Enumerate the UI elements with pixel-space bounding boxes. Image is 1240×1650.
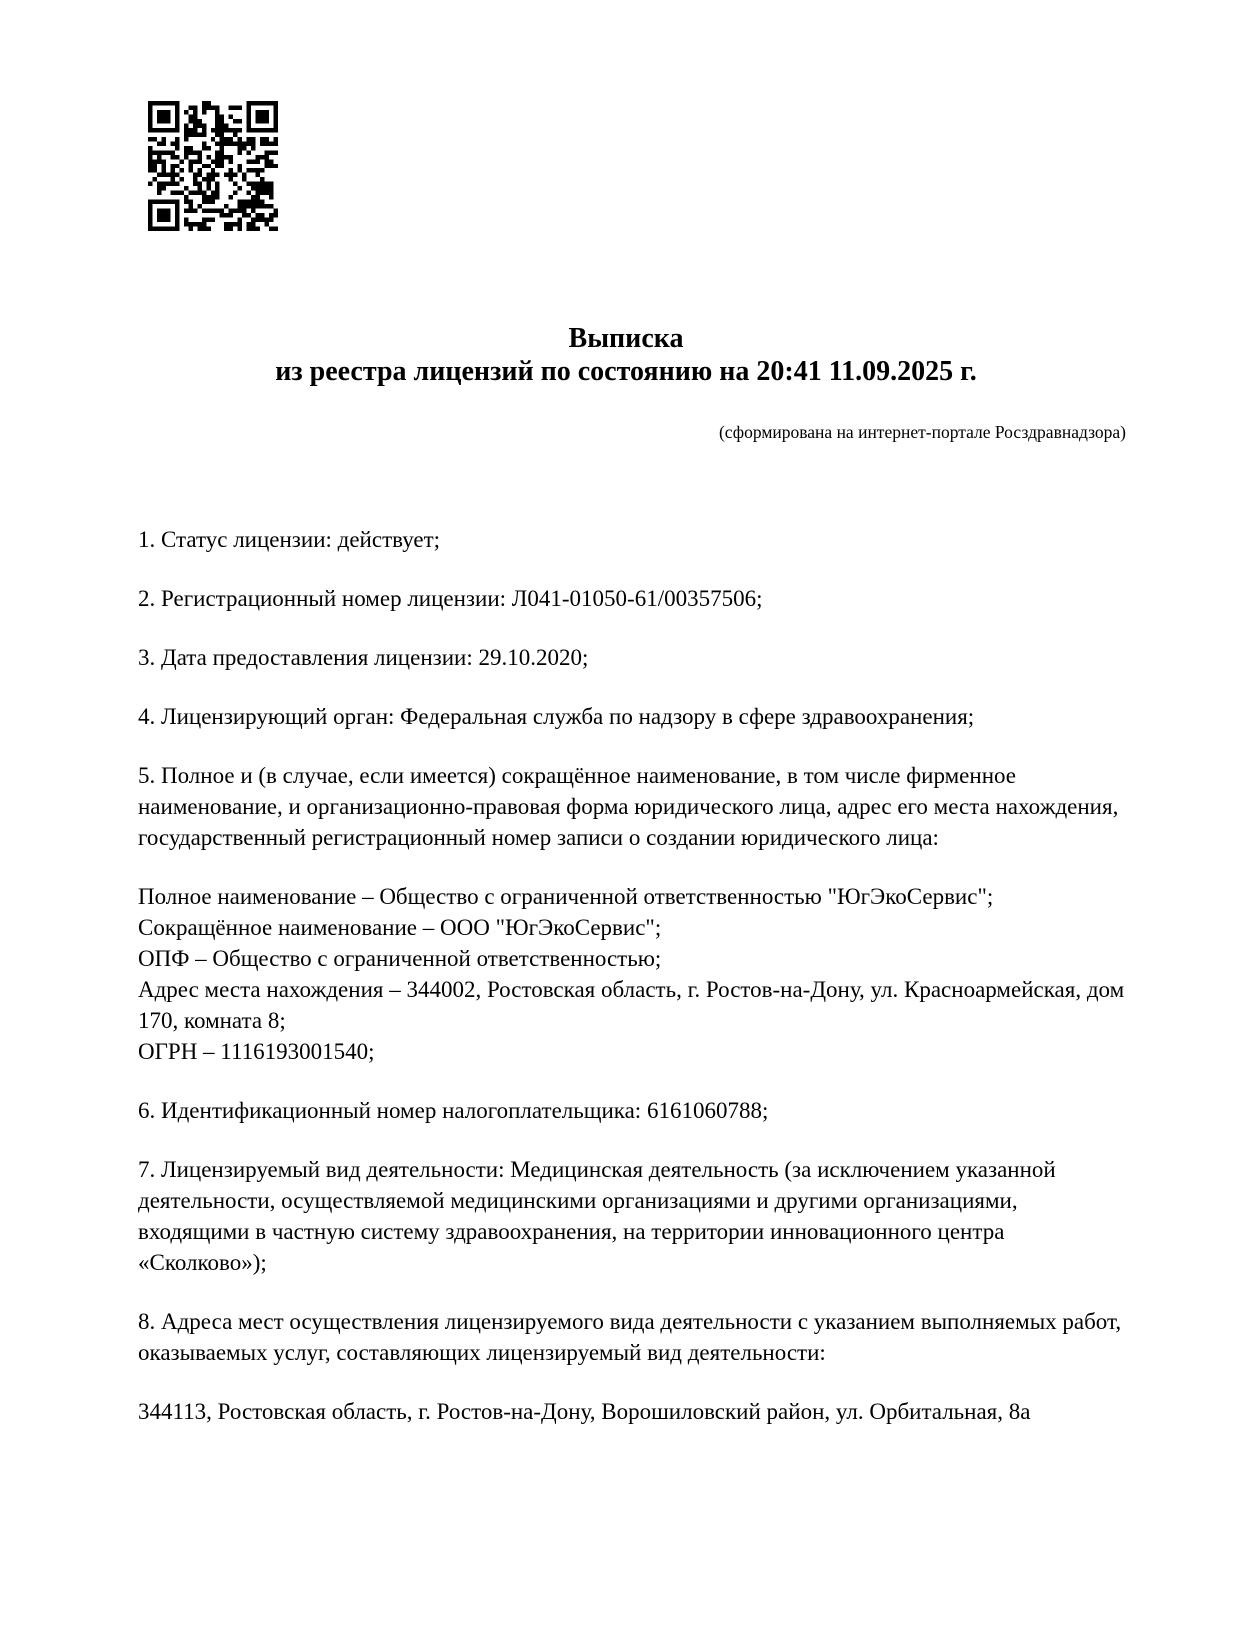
activity-type-paragraph: 7. Лицензируемый вид деятельности: Медицинская деятельность (за исключением указанной деятельности, осуществляемой медицинскими организациями и другими организациями, входящими в частную систему здравоохранения, на территории инновационного центра «Сколково»);	[138, 1157, 1056, 1275]
licensing-authority-line: 4. Лицензирующий орган: Федеральная служба по надзору в сфере здравоохранения;	[138, 704, 975, 729]
document-title	[126, 322, 1126, 388]
title-line-2: из реестра лицензий по состоянию на 20:41 11.09.2025 г.	[275, 356, 977, 387]
full-name-line: Полное наименование – Общество с ограниченной ответственностью "ЮгЭкоСервис";	[138, 884, 994, 909]
legal-entity-details	[138, 881, 1130, 1067]
legal-address-line: Адрес места нахождения – 344002, Ростовская область, г. Ростов-на-Дону, ул. Красноармейская, дом 170, комната 8;	[138, 977, 1125, 1033]
inn-line: 6. Идентификационный номер налогоплательщика: 6161060788;	[138, 1098, 769, 1123]
legal-form-line: ОПФ – Общество с ограниченной ответственностью;	[138, 946, 662, 971]
ogrn-line: ОГРН – 1116193001540;	[138, 1039, 375, 1064]
title-line-1: Выписка	[568, 323, 684, 354]
activity-address-line: 344113, Ростовская область, г. Ростов-на-Дону, Ворошиловский район, ул. Орбитальная, 8а	[138, 1399, 1031, 1424]
document-body	[138, 524, 1130, 1427]
generated-note: (сформирована на интернет-портале Росздравнадзора)	[718, 422, 1126, 442]
registration-number-line: 2. Регистрационный номер лицензии: Л041-01050-61/00357506;	[138, 586, 763, 611]
license-status-line: 1. Статус лицензии: действует;	[138, 527, 441, 552]
qr-code	[148, 100, 278, 232]
grant-date-line: 3. Дата предоставления лицензии: 29.10.2020;	[138, 645, 589, 670]
legal-entity-heading: 5. Полное и (в случае, если имеется) сокращённое наименование, в том числе фирменное наименование, и организационно-правовая форма юридического лица, адрес его места нахождения, государственный регистрационный номер записи о создании юридического лица:	[138, 763, 1119, 850]
activity-addresses-heading: 8. Адреса мест осуществления лицензируемого вида деятельности с указанием выполняемых работ, оказываемых услуг, составляющих лицензируемый вид деятельности:	[138, 1309, 1122, 1365]
short-name-line: Сокращённое наименование – ООО "ЮгЭкоСервис";	[138, 915, 662, 940]
